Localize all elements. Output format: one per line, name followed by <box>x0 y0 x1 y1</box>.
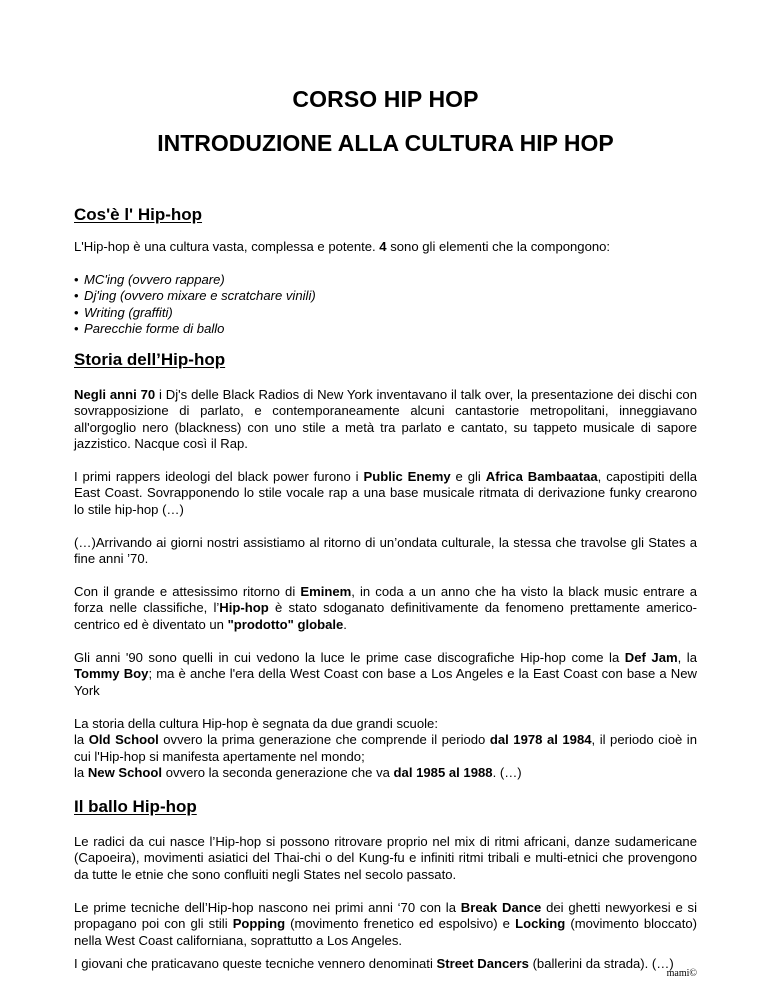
storia-paragraph-6: La storia della cultura Hip-hop è segnata da due grandi scuole: la Old School ovvero la prima generazione che comprende il periodo dal 1978 al 1984, il periodo cioè in cui l'Hip-hop si manifesta apertamente nel mondo; la New School ovvero la seconda generazione che va dal 1985 al 1988. (…) <box>74 716 697 781</box>
ballo-paragraph-2: Le prime tecniche dell’Hip-hop nascono nei primi anni ‘70 con la Break Dance dei ghetti newyorkesi e si propagano poi con gli stili Popping (movimento frenetico ed espolsivo) e Locking (movimento bloccato) nella West Coast californiana, soprattutto a Los Angeles. <box>74 900 697 948</box>
storia-paragraph-2: I primi rappers ideologi del black power furono i Public Enemy e gli Africa Bambaataa, capostipiti della East Coast. Sovrapponendo lo stile vocale rap a una base musicale ritmata di derivazione funky crearono lo stile hip-hop (…) <box>74 469 698 517</box>
document-subtitle: INTRODUZIONE ALLA CULTURA HIP HOP <box>157 130 614 156</box>
document-title: CORSO HIP HOP <box>292 86 479 112</box>
section-heading-cos-e: Cos'è l' Hip-hop <box>74 205 203 224</box>
section-heading-storia: Storia dell’Hip-hop <box>74 350 226 369</box>
intro-paragraph: L'Hip-hop è una cultura vasta, complessa e potente. 4 sono gli elementi che la compongono: <box>74 239 611 254</box>
ballo-paragraph-1: Le radici da cui nasce l’Hip-hop si possono ritrovare proprio nel mix di ritmi africani, danze sudamericane (Capoeira), movimenti asiatici del Thai-chi o del Kung-fu e infiniti ritmi tribali e multi-etnici che provengono da tutte le etnie che sono confluiti negli States nel secolo passato. <box>74 834 697 882</box>
elements-list <box>74 272 316 338</box>
storia-paragraph-3: (…)Arrivando ai giorni nostri assistiamo al ritorno di un’ondata culturale, la stessa che travolse gli States a fine anni ’70. <box>74 535 697 567</box>
storia-paragraph-5: Gli anni '90 sono quelli in cui vedono la luce le prime case discografiche Hip-hop come la Def Jam, la Tommy Boy; ma è anche l'era della West Coast con base a Los Angeles e la East Coast con base a New York <box>74 650 698 698</box>
section-heading-ballo: Il ballo Hip-hop <box>74 797 197 816</box>
storia-paragraph-4: Con il grande e attesissimo ritorno di Eminem, in coda a un anno che ha visto la black music entrare a forza nelle classifiche, l’Hip-hop è stato sdoganato definitivamente da fenomeno prettamente americo-centrico ed è diventato un "prodotto" globale. <box>74 584 698 632</box>
ballo-paragraph-3: I giovani che praticavano queste tecniche vennero denominati Street Dancers (ballerini da strada). (…) <box>74 956 674 971</box>
list-item: • MC'ing (ovvero rappare) <box>74 272 316 288</box>
list-item: • Parecchie forme di ballo <box>74 321 316 337</box>
footer-credit: mami© <box>666 968 697 979</box>
list-item: • Writing (graffiti) <box>74 305 316 321</box>
list-item: • Dj'ing (ovvero mixare e scratchare vinili) <box>74 288 316 304</box>
storia-paragraph-1: Negli anni 70 i Dj's delle Black Radios di New York inventavano il talk over, la presentazione dei dischi con sovrapposizione di parlato, e contemporaneamente alcuni cantastorie metropolitani, inneggiavano all'orgoglio nero (blackness) con uno stile a metà tra parlato e cantato, su tappeto musicale di sapore jazzistico. Nacque così il Rap. <box>74 387 697 452</box>
